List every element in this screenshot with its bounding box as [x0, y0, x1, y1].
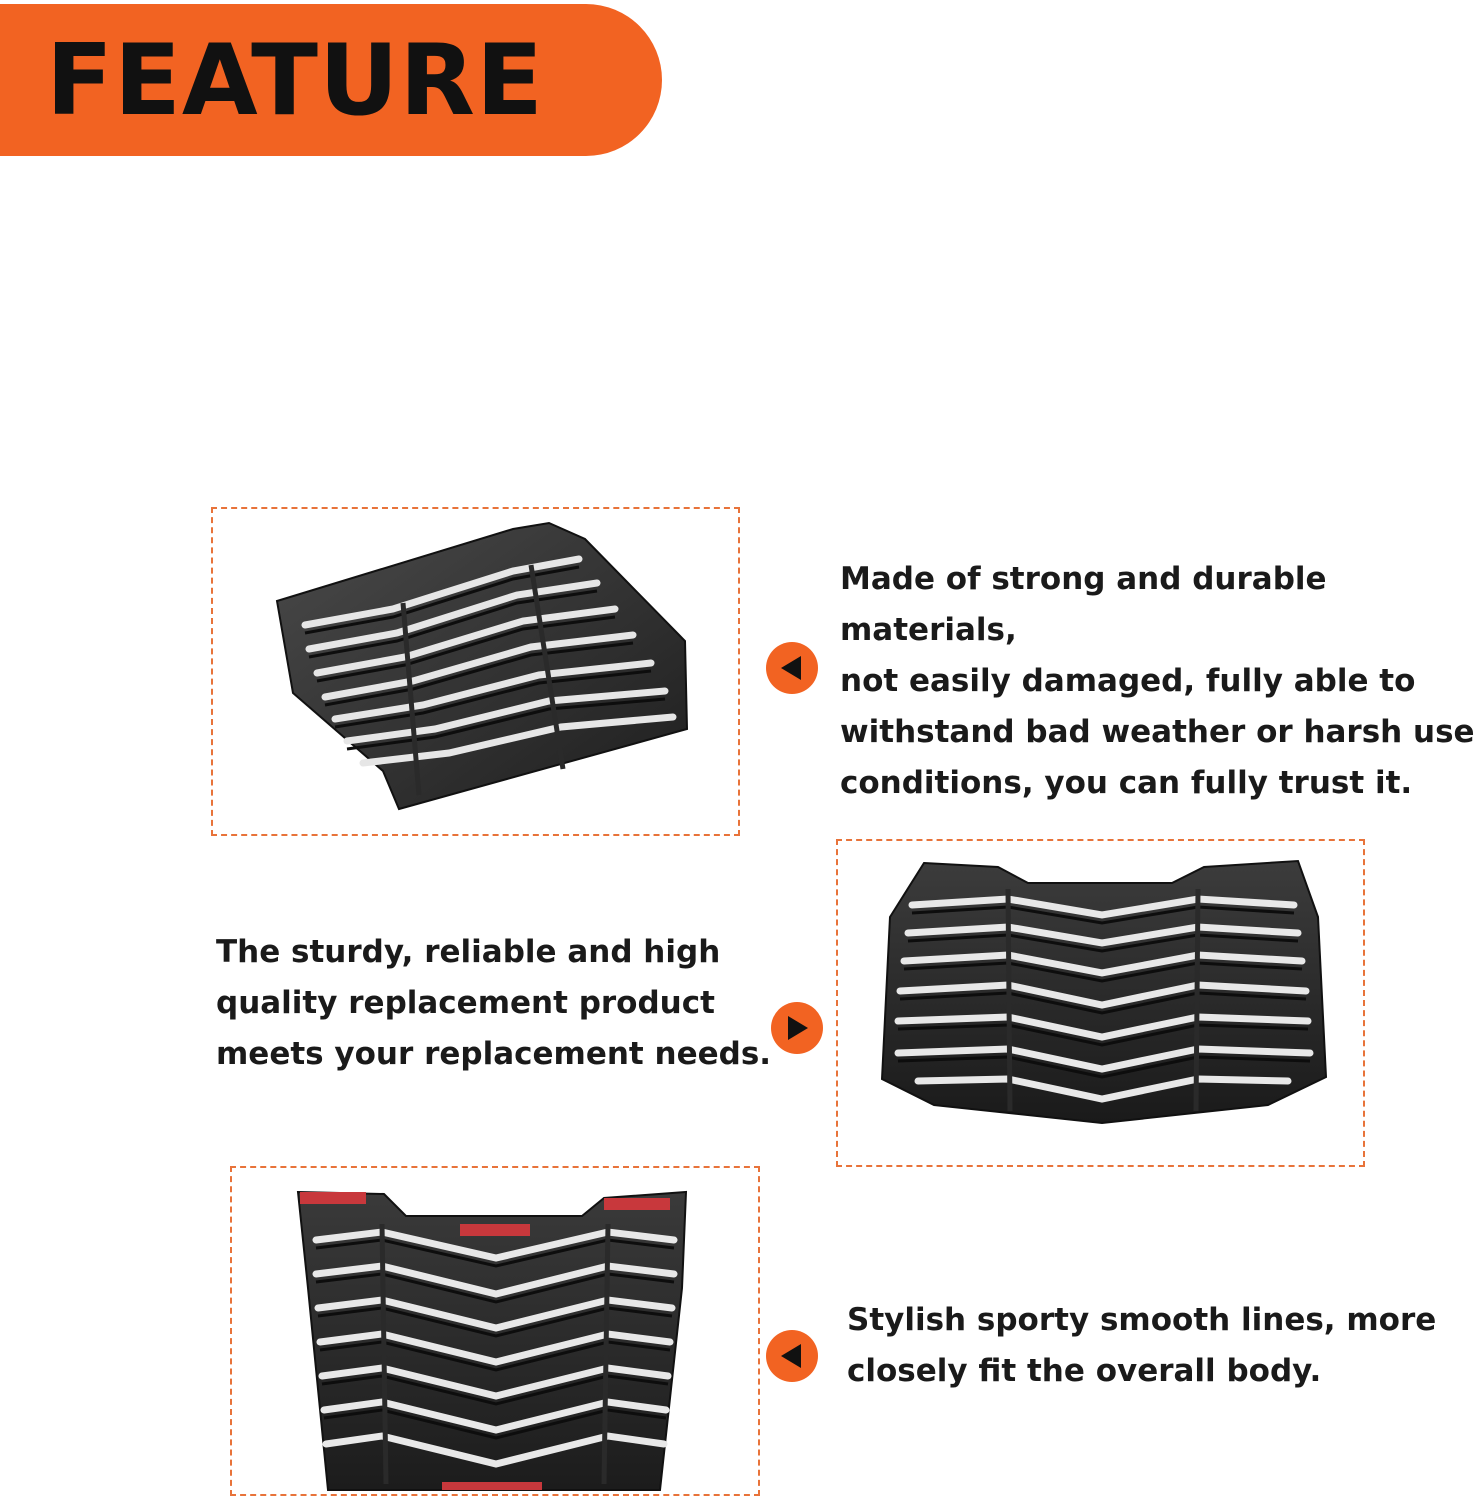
- description-line: meets your replacement needs.: [216, 1036, 772, 1072]
- adhesive-strip-center: [460, 1224, 530, 1236]
- feature-description-1: [840, 554, 1482, 809]
- louver-image-front: [838, 841, 1363, 1165]
- feature-description-2: [216, 927, 771, 1080]
- feature-description-3: [847, 1295, 1436, 1397]
- adhesive-strip-bottom: [442, 1482, 542, 1490]
- product-image-frame-2: [836, 839, 1365, 1167]
- louver-image-back: [232, 1168, 758, 1494]
- description-line: The sturdy, reliable and high: [216, 934, 721, 970]
- banner-title: FEATURE: [46, 24, 544, 138]
- arrow-left-icon: [766, 642, 818, 694]
- adhesive-strip-right: [604, 1198, 670, 1210]
- description-line: withstand bad weather or harsh use: [840, 714, 1475, 750]
- description-line: Made of strong and durable materials,: [840, 561, 1327, 648]
- description-line: Stylish sporty smooth lines, more: [847, 1302, 1437, 1338]
- description-line: not easily damaged, fully able to: [840, 663, 1416, 699]
- feature-banner: [0, 4, 662, 156]
- description-line: conditions, you can fully trust it.: [840, 765, 1413, 801]
- description-line: closely fit the overall body.: [847, 1353, 1322, 1389]
- product-image-frame-1: [211, 507, 740, 836]
- arrow-right-icon: [771, 1002, 823, 1054]
- arrow-left-icon: [766, 1330, 818, 1382]
- louver-image-angled: [213, 509, 738, 834]
- description-line: quality replacement product: [216, 985, 715, 1021]
- adhesive-strip-left: [300, 1192, 366, 1204]
- product-image-frame-3: [230, 1166, 760, 1496]
